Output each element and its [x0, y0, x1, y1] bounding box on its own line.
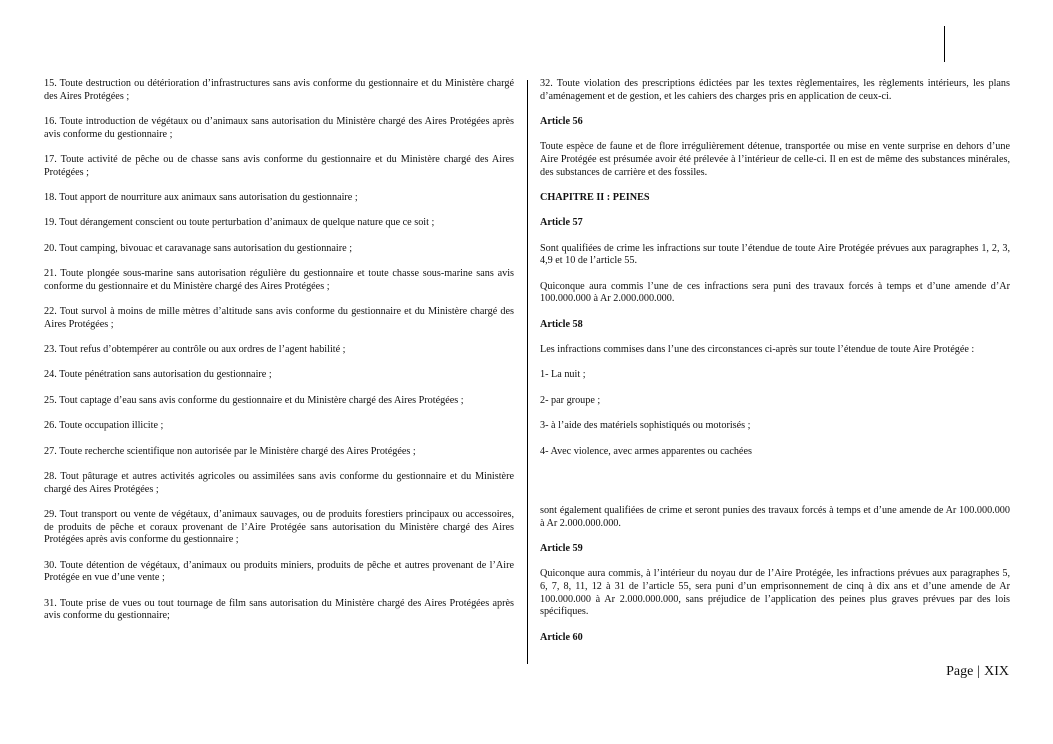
article-57-heading: Article 57	[540, 217, 583, 229]
page-number: XIX	[984, 664, 1009, 679]
article-59-text: Quiconque aura commis, à l’intérieur du noyau dur de l’Aire Protégée, les infractions prévues aux paragraphes 5, 6, 7, 8, 11, 12 à 31 de l’article 55, sera puni d’un emprisonnement de cinq à dix ans et d’une amende de Ar 100.000.000 à Ar 2.000.000.000, sans préjudice de l’application des peines plus graves prévues par des lois spécifiques.	[540, 568, 1010, 618]
left-column	[44, 78, 514, 636]
article-58-item: 3- à l’aide des matériels sophistiqués ou motorisés ;	[540, 420, 751, 432]
article-59-heading: Article 59	[540, 543, 583, 555]
list-item: 20. Tout camping, bivouac et caravanage sans autorisation du gestionnaire ;	[44, 242, 353, 254]
page-separator: |	[977, 664, 981, 679]
article-58-item: 2- par groupe ;	[540, 394, 601, 406]
list-item: 22. Tout survol à moins de mille mètres d’altitude sans avis conforme du gestionnaire et du Ministère chargé des Aires Protégées ;	[44, 306, 514, 330]
list-item: 18. Tout apport de nourriture aux animaux sans autorisation du gestionnaire ;	[44, 191, 358, 203]
list-item: 21. Toute plongée sous-marine sans autorisation régulière du gestionnaire et toute chasse sous-marine sans avis conforme du gestionnaire et du Ministère chargé des Aires Protégées ;	[44, 268, 514, 292]
list-item: 26. Toute occupation illicite ;	[44, 420, 164, 432]
list-item: 17. Toute activité de pêche ou de chasse sans avis conforme du gestionnaire et du Ministère chargé des Aires Protégées ;	[44, 153, 514, 178]
list-item: 23. Tout refus d’obtempérer au contrôle ou aux ordres de l’agent habilité ;	[44, 344, 346, 356]
list-item: 30. Toute détention de végétaux, d’animaux ou produits miniers, produits de pêche et autres provenant de l’Aire Protégée en vue d’une vente ;	[44, 559, 514, 584]
article-60-heading: Article 60	[540, 631, 583, 643]
list-item: 27. Toute recherche scientifique non autorisée par le Ministère chargé des Aires Protégées ;	[44, 445, 416, 457]
article-56-text: Toute espèce de faune et de flore irrégulièrement détenue, transportée ou mise en vente surprise en dehors d’une Aire Protégée est présumée avoir été prélevée à l’intérieur de celle-ci. Il en est de même des substances minérales, des substances de carrière et des fossiles.	[540, 141, 1010, 178]
list-item: 16. Toute introduction de végétaux ou d’animaux sans autorisation du Ministère chargé des Aires Protégées après avis conforme du gestionnaire ;	[44, 115, 514, 140]
article-56-heading: Article 56	[540, 115, 583, 127]
chapter-heading: CHAPITRE II : PEINES	[540, 191, 650, 203]
blank-space	[540, 471, 1010, 505]
list-item: 25. Tout captage d’eau sans avis conforme du gestionnaire et du Ministère chargé des Aires Protégées ;	[44, 394, 464, 406]
right-column	[540, 78, 1010, 657]
article-58-item: 4- Avec violence, avec armes apparentes ou cachées	[540, 445, 752, 457]
list-item: 15. Toute destruction ou détérioration d’infrastructures sans avis conforme du gestionnaire et du Ministère chargé des Aires Protégées ;	[44, 78, 514, 102]
article-57-text-2: Quiconque aura commis l’une de ces infractions sera puni des travaux forcés à temps et d’une amende d’Ar 100.000.000 à Ar 2.000.000.000.	[540, 280, 1010, 305]
list-item: 29. Tout transport ou vente de végétaux, d’animaux sauvages, ou de produits forestiers principaux ou accessoires, de produits de pêche et coraux provenant de l’Aire Protégée sans autorisation du Ministère chargé des Aires Protégées après avis conforme du gestionnaire ;	[44, 509, 514, 546]
list-item: 24. Toute pénétration sans autorisation du gestionnaire ;	[44, 369, 272, 381]
page-footer	[946, 664, 1009, 680]
list-item: 19. Tout dérangement conscient ou toute perturbation d’animaux de quelque nature que ce soit ;	[44, 217, 435, 229]
paragraph-32: 32. Toute violation des prescriptions édictées par les textes règlementaires, les règlements intérieurs, les plans d’aménagement et de gestion, et les cahiers des charges pris en application de ceux-ci.	[540, 78, 1010, 102]
page-label: Page	[946, 664, 974, 679]
article-58-text-2: sont également qualifiées de crime et seront punies des travaux forcés à temps et d’une amende de Ar 100.000.000 à Ar 2.000.000.000.	[540, 505, 1010, 529]
article-58-item: 1- La nuit ;	[540, 369, 586, 381]
article-58-heading: Article 58	[540, 318, 583, 330]
article-58-text: Les infractions commises dans l’une des circonstances ci-après sur toute l’étendue de toute Aire Protégée :	[540, 344, 975, 356]
column-divider	[527, 80, 528, 664]
list-item: 28. Tout pâturage et autres activités agricoles ou assimilées sans avis conforme du gestionnaire et du Ministère chargé des Aires Protégées ;	[44, 471, 514, 495]
list-item: 31. Toute prise de vues ou tout tournage de film sans autorisation du Ministère chargé des Aires Protégées après avis conforme du gestionnaire;	[44, 597, 514, 622]
article-57-text-1: Sont qualifiées de crime les infractions sur toute l’étendue de toute Aire Protégée prévues aux paragraphes 1, 2, 3, 4,9 et 10 de l’article 55.	[540, 242, 1010, 267]
header-rule	[944, 26, 945, 62]
